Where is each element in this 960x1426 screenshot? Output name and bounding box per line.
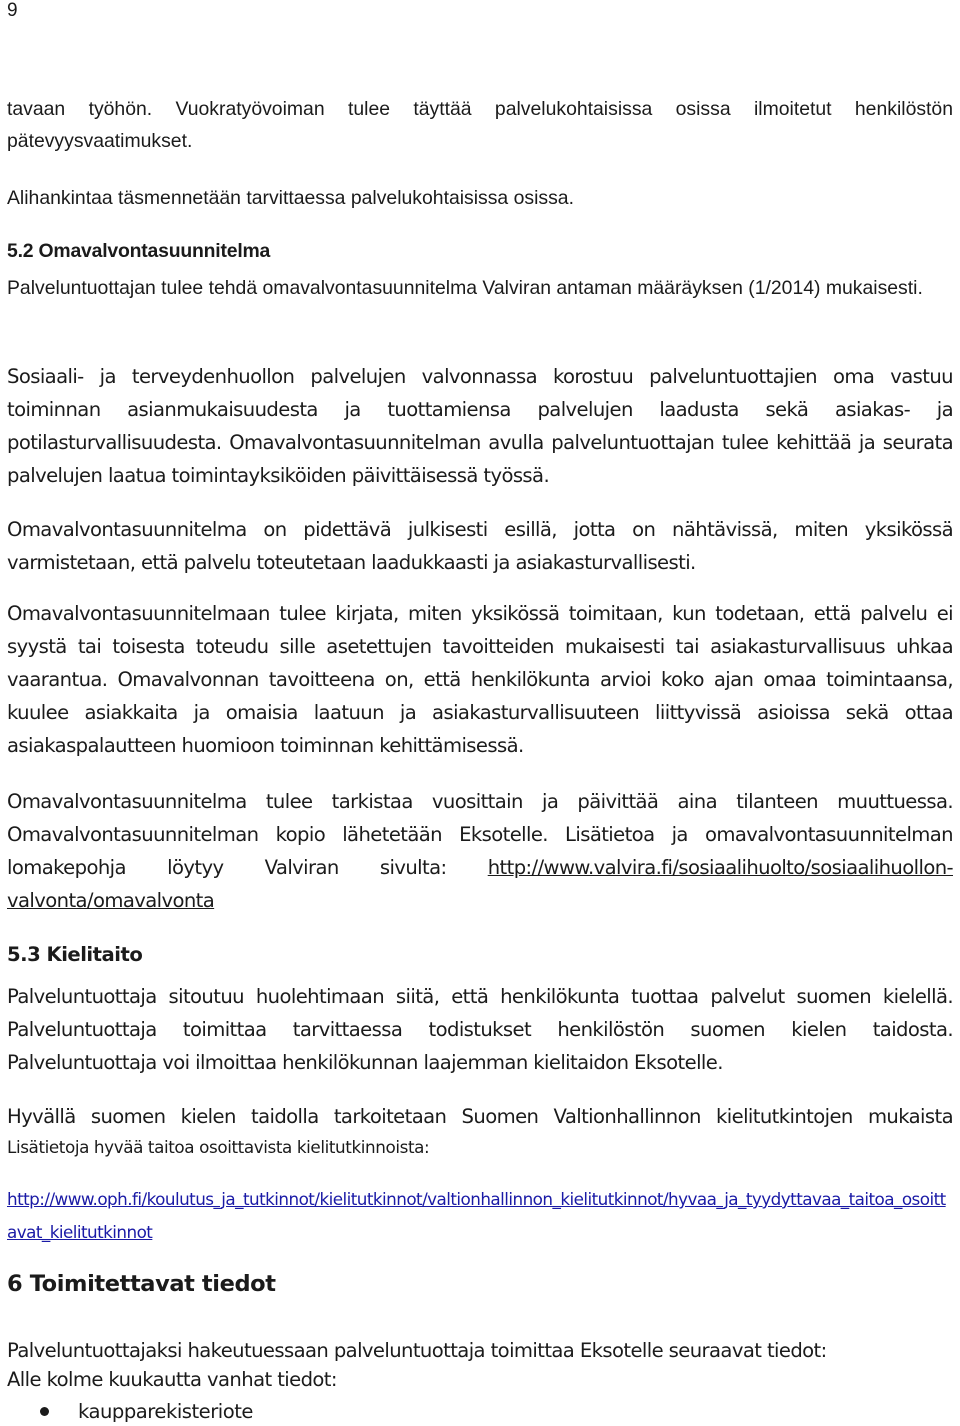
page-number: 9 [7,0,18,21]
section-6-title: 6 Toimitettavat tiedot [7,1271,276,1297]
section-5-2-paragraph-3 [7,513,953,579]
intro-line-1: tavaan työhön. Vuokratyövoiman tulee täyttää palvelukohtaisissa osissa ilmoitetut henkilöstön [7,98,953,120]
section-6-heading [7,1270,953,1298]
section-5-3-p1-text: Palveluntuottaja sitoutuu huolehtimaan siitä, että henkilökunta tuottaa palvelut suomen kielellä. Palveluntuottaja toimittaa tarvittaessa todistukset henkilöstön suomen kielen taidosta. Palveluntuottaja voi ilmoittaa henkilökunnan laajemman kielitaidon Eksotelle. [7,985,953,1074]
section-5-2-paragraph-2 [7,360,953,492]
section-5-2-heading [7,235,953,267]
section-5-3-p2-small: Lisätietoja hyvää taitoa osoittavista kielitutkinnoista: [7,1137,430,1157]
section-5-3-paragraph-1 [7,980,953,1079]
section-5-2-paragraph-4 [7,597,953,762]
section-5-2-p5-body: Omavalvontasuunnitelma tulee tarkistaa vuosittain ja päivittää aina tilanteen muuttuessa. Omavalvontasuunnitelman kopio lähetetään Eksotelle. Lisätietoa ja omavalvontasuunnitelman lomakepohja löytyy Valviran sivulta: [7,790,953,879]
section-5-3-p2-text: Hyvällä suomen kielen taidolla tarkoitetaan Suomen Valtionhallinnon kielitutkintojen mukaista [7,1105,953,1128]
section-5-3-heading [7,942,953,968]
intro-line-2: pätevyysvaatimukset. [7,130,193,152]
bullet-icon [40,1407,49,1416]
oph-link[interactable]: http://www.oph.fi/koulutus_ja_tutkinnot/kielitutkinnot/valtionhallinnon_kielitutkinnot/hyvaa_ja_tyydyttavaa_taitoa_osoittavat_kielitutkinnot [7,1189,946,1242]
section-5-2-paragraph-1 [7,272,953,305]
section-5-2-paragraph-5 [7,785,953,917]
section-5-2-p3-text: Omavalvontasuunnitelma on pidettävä julkisesti esillä, jotta on nähtävissä, miten yksikössä varmistetaan, että palvelu toteutetaan laadukkaasti ja asiakasturvallisesti. [7,518,953,574]
section-5-3-paragraph-2 [7,1100,953,1161]
section-5-2-title: 5.2 Omavalvontasuunnitelma [7,240,271,262]
section-5-2-p5-text [7,785,953,917]
section-6-line-1: Palveluntuottajaksi hakeutuessaan palveluntuottaja toimittaa Eksotelle seuraavat tiedot: [7,1339,827,1362]
section-6-line-2: Alle kolme kuukautta vanhat tiedot: [7,1368,337,1391]
section-6-paragraph [7,1336,953,1394]
valvira-link[interactable]: http://www.valvira.fi/sosiaalihuolto/sosiaalihuollon-valvonta/omavalvonta [7,856,953,912]
oph-link-paragraph [7,1183,953,1249]
subcontracting-text: Alihankintaa täsmennetään tarvittaessa palvelukohtaisissa osissa. [7,187,574,209]
subcontracting-paragraph [7,182,953,214]
list-item-text: kaupparekisteriote [78,1400,253,1423]
section-5-2-p2-text: Sosiaali- ja terveydenhuollon palvelujen valvonnassa korostuu palveluntuottajien oma vastuu toiminnan asianmukaisuudesta ja tuottamiensa palvelujen laadusta sekä asiakas- ja potilasturvallisuudesta. Omavalvontasuunnitelman avulla palveluntuottajan tulee kehittää ja seurata palvelujen laatua toimintayksiköiden päivittäisessä työssä. [7,365,953,487]
section-5-3-title: 5.3 Kielitaito [7,943,143,966]
intro-paragraph [7,93,953,157]
section-5-2-p4-text: Omavalvontasuunnitelmaan tulee kirjata, miten yksikössä toimitaan, kun todetaan, että palvelu ei syystä tai toisesta toteudu sille asetettujen tavoitteiden mukaisesti tai asiakasturvallisuus uhkaa vaarantua. Omavalvonnan tavoitteena on, että henkilökunta arvioi koko ajan omaa toimintaansa, kuulee asiakkaita ja omaisia laatuun ja asiakasturvallisuuteen liittyvissä asioissa sekä ottaa asiakaspalautteen huomioon toiminnan kehittämisessä. [7,602,953,757]
section-5-2-p1-text: Palveluntuottajan tulee tehdä omavalvontasuunnitelma Valviran antaman määräyksen (1/2014) mukaisesti. [7,277,923,299]
